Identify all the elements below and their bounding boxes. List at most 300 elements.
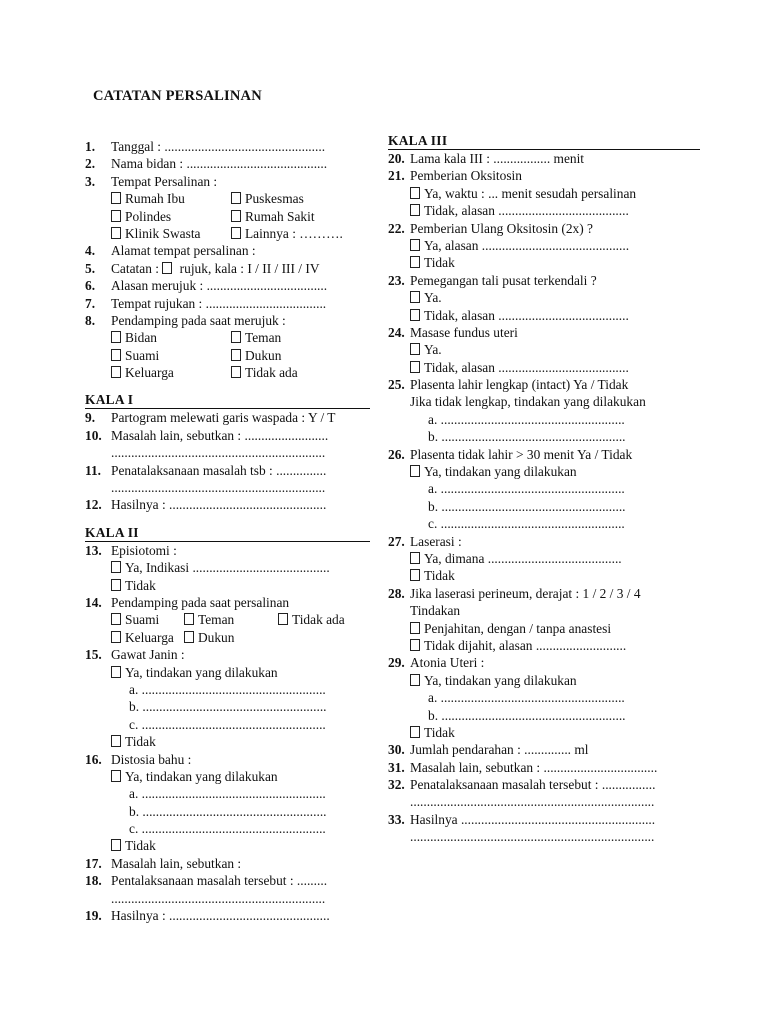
form-item: [85, 155, 370, 172]
checkbox[interactable]: [231, 331, 241, 343]
form-item: [85, 260, 370, 277]
item-text: Hasilnya : ...............................................: [111, 497, 327, 513]
checkbox[interactable]: [111, 631, 121, 643]
checkbox[interactable]: [410, 291, 420, 303]
checkbox[interactable]: [184, 613, 194, 625]
form-item: [388, 220, 700, 237]
option-label: Tidak, alasan .......................................: [424, 359, 629, 375]
item-text: [111, 261, 320, 276]
option[interactable]: [410, 203, 629, 218]
option-label: Penjahitan, dengan / tanpa anastesi: [424, 620, 612, 636]
option[interactable]: [410, 342, 442, 357]
item-number: 17.: [85, 855, 102, 871]
item-text: Masalah lain, sebutkan : ..................................: [410, 759, 658, 775]
option-row: [388, 307, 700, 324]
option[interactable]: [410, 186, 636, 201]
option[interactable]: [231, 329, 281, 346]
checkbox[interactable]: [231, 227, 241, 239]
option[interactable]: [111, 190, 231, 207]
item-number: 11.: [85, 462, 101, 478]
form-item: [85, 751, 370, 768]
item-text: Hasilnya : ................................................: [111, 908, 330, 924]
item-text-part: Catatan :: [111, 260, 163, 276]
option-label: Ya, waktu : ... menit sesudah persalinan: [424, 185, 637, 201]
fill-line: c. .......................................................: [428, 516, 625, 532]
form-item: [388, 167, 700, 184]
checkbox[interactable]: [231, 349, 241, 361]
option-group: [111, 612, 345, 627]
sub-line: [85, 785, 370, 802]
item-text: Pemegangan tali pusat terkendali ?: [410, 272, 597, 288]
checkbox[interactable]: [111, 770, 121, 782]
checkbox[interactable]: [111, 192, 121, 204]
option[interactable]: [410, 673, 577, 688]
option-row: [85, 664, 370, 681]
option[interactable]: [410, 568, 455, 583]
checkbox[interactable]: [410, 674, 420, 686]
sub-line: [85, 698, 370, 715]
sub-line: [85, 681, 370, 698]
option[interactable]: [231, 225, 343, 242]
form-item: [388, 272, 700, 289]
item-text: Pemberian Oksitosin: [410, 168, 522, 184]
option[interactable]: [111, 838, 156, 853]
item-number: 30.: [388, 742, 405, 758]
option-row: [85, 208, 370, 225]
continuation-line: [85, 444, 370, 461]
checkbox[interactable]: [231, 210, 241, 222]
fill-line: c. .......................................................: [129, 821, 326, 837]
form-item: [388, 741, 700, 758]
option[interactable]: [111, 578, 156, 593]
option-label: Tidak ada: [292, 612, 345, 628]
option-row: [85, 190, 370, 207]
item-number: 15.: [85, 647, 102, 663]
form-item: [85, 409, 370, 426]
sub-line: [85, 716, 370, 733]
option-row: [388, 463, 700, 480]
line-text: Jika tidak lengkap, tindakan yang dilakukan: [410, 394, 646, 410]
continuation-line: [388, 828, 700, 845]
line-text: ................................................................: [111, 480, 326, 496]
option-row: [388, 202, 700, 219]
continuation-line: [85, 890, 370, 907]
option[interactable]: [410, 360, 629, 375]
option-label: Rumah Ibu: [125, 191, 185, 207]
continuation-line: [388, 602, 700, 619]
option-row: [85, 629, 370, 646]
checkbox[interactable]: [111, 613, 121, 625]
form-item: [388, 376, 700, 393]
option-row: [388, 185, 700, 202]
option-label: Ya, tindakan yang dilakukan: [424, 672, 577, 688]
checkbox[interactable]: [111, 210, 121, 222]
option-row: [388, 341, 700, 358]
item-text: Laserasi :: [410, 533, 462, 549]
option-label: Keluarga: [125, 629, 174, 645]
item-number: 26.: [388, 446, 405, 462]
form-item: [388, 585, 700, 602]
item-text: Alamat tempat persalinan :: [111, 243, 256, 259]
option[interactable]: [111, 560, 330, 575]
item-number: 31.: [388, 759, 405, 775]
option[interactable]: [410, 238, 629, 253]
item-text: Nama bidan : ..........................................: [111, 156, 328, 172]
option-label: Tidak ada: [245, 365, 298, 381]
option[interactable]: [111, 225, 231, 242]
form-item: [388, 446, 700, 463]
option-label: Ya, tindakan yang dilakukan: [125, 664, 278, 680]
fill-line: a. .......................................................: [129, 786, 326, 802]
item-text: Masalah lain, sebutkan :: [111, 855, 242, 871]
option-row: [85, 768, 370, 785]
option[interactable]: [111, 734, 156, 749]
item-number: 4.: [85, 243, 96, 259]
fill-line: c. .......................................................: [129, 716, 326, 732]
item-text: Jika laserasi perineum, derajat : 1 / 2 / 3 / 4: [410, 585, 641, 601]
checkbox[interactable]: [410, 622, 420, 634]
option-label: Tidak dijahit, alasan ...........................: [424, 637, 627, 653]
option[interactable]: [410, 290, 442, 305]
fill-line: a. .......................................................: [428, 411, 625, 427]
section-heading: KALA II: [85, 525, 370, 542]
checkbox[interactable]: [184, 631, 194, 643]
option[interactable]: [231, 190, 304, 207]
option-row: [388, 550, 700, 567]
item-text: Tanggal : ................................................: [111, 139, 326, 154]
option-group: [111, 348, 281, 363]
form-item: [85, 872, 370, 889]
sub-line: [85, 803, 370, 820]
fill-line: b. .......................................................: [428, 498, 626, 514]
option-group: [111, 330, 281, 345]
item-number: 13.: [85, 542, 102, 558]
option-row: [388, 359, 700, 376]
option[interactable]: [231, 364, 298, 381]
option-label: Dukun: [245, 347, 282, 363]
option[interactable]: [278, 611, 345, 628]
option-label: Tidak: [125, 838, 156, 854]
checkbox[interactable]: [231, 366, 241, 378]
option[interactable]: [410, 255, 455, 270]
checkbox[interactable]: [231, 192, 241, 204]
option-label: Ya.: [424, 342, 442, 358]
fill-line: a. .......................................................: [428, 690, 625, 706]
option-label: Suami: [125, 347, 160, 363]
fill-line: b. .......................................................: [129, 699, 327, 715]
form-item: [85, 907, 370, 924]
sub-line: [388, 498, 700, 515]
option-row: [85, 364, 370, 381]
form-item: [388, 654, 700, 671]
checkbox[interactable]: [111, 735, 121, 747]
checkbox[interactable]: [410, 187, 420, 199]
item-number: 33.: [388, 811, 405, 827]
item-text: Distosia bahu :: [111, 751, 192, 767]
item-text: Penatalaksanaan masalah tsb : ...............: [111, 462, 327, 478]
checkbox[interactable]: [278, 613, 288, 625]
option-row: [85, 329, 370, 346]
sub-line: [388, 515, 700, 532]
item-text: Penatalaksanaan masalah tersebut : ................: [410, 777, 656, 793]
option[interactable]: [184, 611, 278, 628]
option-row: [85, 733, 370, 750]
line-text: ................................................................: [111, 890, 326, 906]
option-row: [85, 577, 370, 594]
checkbox[interactable]: [111, 227, 121, 239]
option-row: [388, 254, 700, 271]
item-number: 14.: [85, 594, 102, 610]
option-row: [388, 237, 700, 254]
continuation-line: [85, 479, 370, 496]
checkbox[interactable]: [410, 309, 420, 321]
item-number: 25.: [388, 377, 405, 393]
option-label: Teman: [245, 330, 282, 346]
sub-line: [85, 820, 370, 837]
checkbox[interactable]: [111, 839, 121, 851]
item-text: Plasenta tidak lahir > 30 menit Ya / Tidak: [410, 446, 633, 462]
option-label: Tidak: [424, 568, 455, 584]
item-number: 2.: [85, 156, 96, 172]
sub-line: [388, 428, 700, 445]
option-label: Tidak, alasan .......................................: [424, 307, 629, 323]
option[interactable]: [111, 329, 231, 346]
option[interactable]: [184, 629, 234, 646]
spacer: [85, 514, 370, 525]
option-label: Tidak: [424, 724, 455, 740]
item-text-part: rujuk, kala : I / II / III / IV: [176, 260, 320, 276]
checkbox[interactable]: [162, 262, 172, 274]
checkbox[interactable]: [410, 256, 420, 268]
fill-line: b. .......................................................: [428, 707, 626, 723]
continuation-line: [388, 393, 700, 410]
form-item: [388, 776, 700, 793]
checkbox[interactable]: [111, 579, 121, 591]
checkbox[interactable]: [410, 465, 420, 477]
option[interactable]: [111, 208, 231, 225]
item-number: 29.: [388, 655, 405, 671]
option-row: [388, 289, 700, 306]
option-label: Tidak: [125, 577, 156, 593]
item-text: Jumlah pendarahan : .............. ml: [410, 742, 589, 758]
item-number: 16.: [85, 751, 102, 767]
form-item: [85, 855, 370, 872]
checkbox[interactable]: [111, 666, 121, 678]
option[interactable]: [111, 629, 184, 646]
option-group: [111, 209, 315, 224]
option-label: Bidan: [125, 330, 157, 346]
form-item: [388, 324, 700, 341]
option-row: [85, 837, 370, 854]
form-item: [388, 759, 700, 776]
option-group: [111, 226, 343, 241]
item-text: Pendamping pada saat persalinan: [111, 594, 290, 610]
checkbox[interactable]: [410, 343, 420, 355]
item-text: Gawat Janin :: [111, 647, 185, 663]
spacer: [85, 381, 370, 392]
option-label: Lainnya : ……….: [245, 225, 343, 241]
option-label: Klinik Swasta: [125, 225, 201, 241]
item-text: Plasenta lahir lengkap (intact) Ya / Tidak: [410, 377, 629, 393]
option-row: [85, 347, 370, 364]
sub-line: [388, 480, 700, 497]
checkbox[interactable]: [410, 639, 420, 651]
right-column: [388, 133, 700, 846]
form-item: [85, 594, 370, 611]
continuation-line: [388, 793, 700, 810]
fill-line: a. .......................................................: [428, 481, 625, 497]
form-item: [85, 646, 370, 663]
option[interactable]: [410, 551, 622, 566]
item-text: Atonia Uteri :: [410, 655, 485, 671]
line-text: .........................................................................: [410, 794, 655, 810]
item-number: 23.: [388, 272, 405, 288]
option-label: Tidak: [125, 734, 156, 750]
option-label: Ya, dimana ........................................: [424, 550, 622, 566]
option-row: [388, 724, 700, 741]
option[interactable]: [410, 308, 629, 323]
form-item: [85, 496, 370, 513]
option-label: Ya, alasan ............................................: [424, 237, 630, 253]
fill-line: a. .......................................................: [129, 681, 326, 697]
item-text: Masalah lain, sebutkan : .........................: [111, 427, 329, 443]
left-column: [85, 138, 370, 924]
item-number: 21.: [388, 168, 405, 184]
option-group: [111, 630, 234, 645]
option-label: Dukun: [198, 629, 235, 645]
option-row: [388, 672, 700, 689]
item-text: Pemberian Ulang Oksitosin (2x) ?: [410, 220, 593, 236]
item-number: 27.: [388, 533, 405, 549]
checkbox[interactable]: [410, 204, 420, 216]
form-item: [85, 277, 370, 294]
item-text: Lama kala III : ................. menit: [410, 151, 585, 166]
form-item: [85, 138, 370, 155]
form-item: [85, 312, 370, 329]
form-item: [85, 242, 370, 259]
option-label: Ya, Indikasi .........................................: [125, 560, 330, 576]
option[interactable]: [111, 347, 231, 364]
form-item: [388, 533, 700, 550]
item-number: 3.: [85, 173, 96, 189]
item-number: 10.: [85, 427, 102, 443]
option-label: Suami: [125, 612, 160, 628]
checkbox[interactable]: [410, 726, 420, 738]
option[interactable]: [111, 611, 184, 628]
form-item: [85, 173, 370, 190]
item-number: 12.: [85, 497, 102, 513]
form-item: [85, 462, 370, 479]
item-number: 32.: [388, 777, 405, 793]
option[interactable]: [231, 347, 281, 364]
form-item: [85, 295, 370, 312]
item-text: Alasan merujuk : ....................................: [111, 278, 328, 294]
option[interactable]: [410, 464, 577, 479]
form-item: [85, 427, 370, 444]
item-text: Partogram melewati garis waspada : Y / T: [111, 410, 336, 426]
section-heading: KALA III: [388, 133, 700, 150]
section-heading: KALA I: [85, 392, 370, 409]
item-number: 20.: [388, 151, 405, 166]
fill-line: b. .......................................................: [129, 803, 327, 819]
option-row: [85, 225, 370, 242]
line-text: .........................................................................: [410, 829, 655, 845]
checkbox[interactable]: [410, 361, 420, 373]
option-label: Ya, tindakan yang dilakukan: [424, 464, 577, 480]
checkbox[interactable]: [410, 239, 420, 251]
sub-line: [388, 689, 700, 706]
option-row: [85, 559, 370, 576]
item-text: Hasilnya ..........................................................: [410, 811, 656, 827]
option-label: Polindes: [125, 208, 172, 224]
item-number: 18.: [85, 873, 102, 889]
option[interactable]: [231, 208, 315, 225]
item-number: 8.: [85, 312, 96, 328]
option-group: [111, 365, 298, 380]
option-label: Teman: [198, 612, 235, 628]
item-number: 6.: [85, 278, 96, 294]
item-text: Pendamping pada saat merujuk :: [111, 312, 286, 328]
option-row: [85, 611, 370, 628]
option[interactable]: [410, 638, 626, 653]
item-text: Episiotomi :: [111, 542, 177, 558]
line-text: ................................................................: [111, 445, 326, 461]
checkbox[interactable]: [111, 349, 121, 361]
option-row: [388, 637, 700, 654]
option-label: Tidak: [424, 255, 455, 271]
option-label: Ya.: [424, 290, 442, 306]
checkbox[interactable]: [410, 552, 420, 564]
option-group: [111, 191, 304, 206]
form-item: [388, 150, 700, 167]
item-text: Tempat Persalinan :: [111, 173, 218, 189]
form-item: [388, 811, 700, 828]
option[interactable]: [111, 769, 278, 784]
checkbox[interactable]: [111, 331, 121, 343]
fill-line: b. .......................................................: [428, 429, 626, 445]
option-label: Puskesmas: [245, 191, 304, 207]
option-row: [388, 620, 700, 637]
item-text: Masase fundus uteri: [410, 324, 518, 340]
option-label: Keluarga: [125, 365, 174, 381]
option-row: [388, 567, 700, 584]
option[interactable]: [111, 364, 231, 381]
item-text: Tempat rujukan : ....................................: [111, 295, 327, 311]
checkbox[interactable]: [410, 569, 420, 581]
item-text: Pentalaksanaan masalah tersebut : .........: [111, 873, 328, 889]
form-item: [85, 542, 370, 559]
item-number: 1.: [85, 139, 96, 154]
sub-line: [388, 707, 700, 724]
item-number: 19.: [85, 908, 102, 924]
option-label: Rumah Sakit: [245, 208, 315, 224]
sub-line: [388, 411, 700, 428]
checkbox[interactable]: [111, 561, 121, 573]
option-label: Ya, tindakan yang dilakukan: [125, 768, 278, 784]
option[interactable]: [410, 725, 455, 740]
item-number: 28.: [388, 585, 405, 601]
option-label: Tidak, alasan .......................................: [424, 203, 629, 219]
item-number: 24.: [388, 324, 405, 340]
option[interactable]: [111, 665, 278, 680]
checkbox[interactable]: [111, 366, 121, 378]
option[interactable]: [410, 621, 611, 636]
page-title: CATATAN PERSALINAN: [93, 88, 262, 104]
item-number: 7.: [85, 295, 96, 311]
line-text: Tindakan: [410, 603, 461, 619]
item-number: 22.: [388, 220, 405, 236]
item-number: 9.: [85, 410, 96, 426]
